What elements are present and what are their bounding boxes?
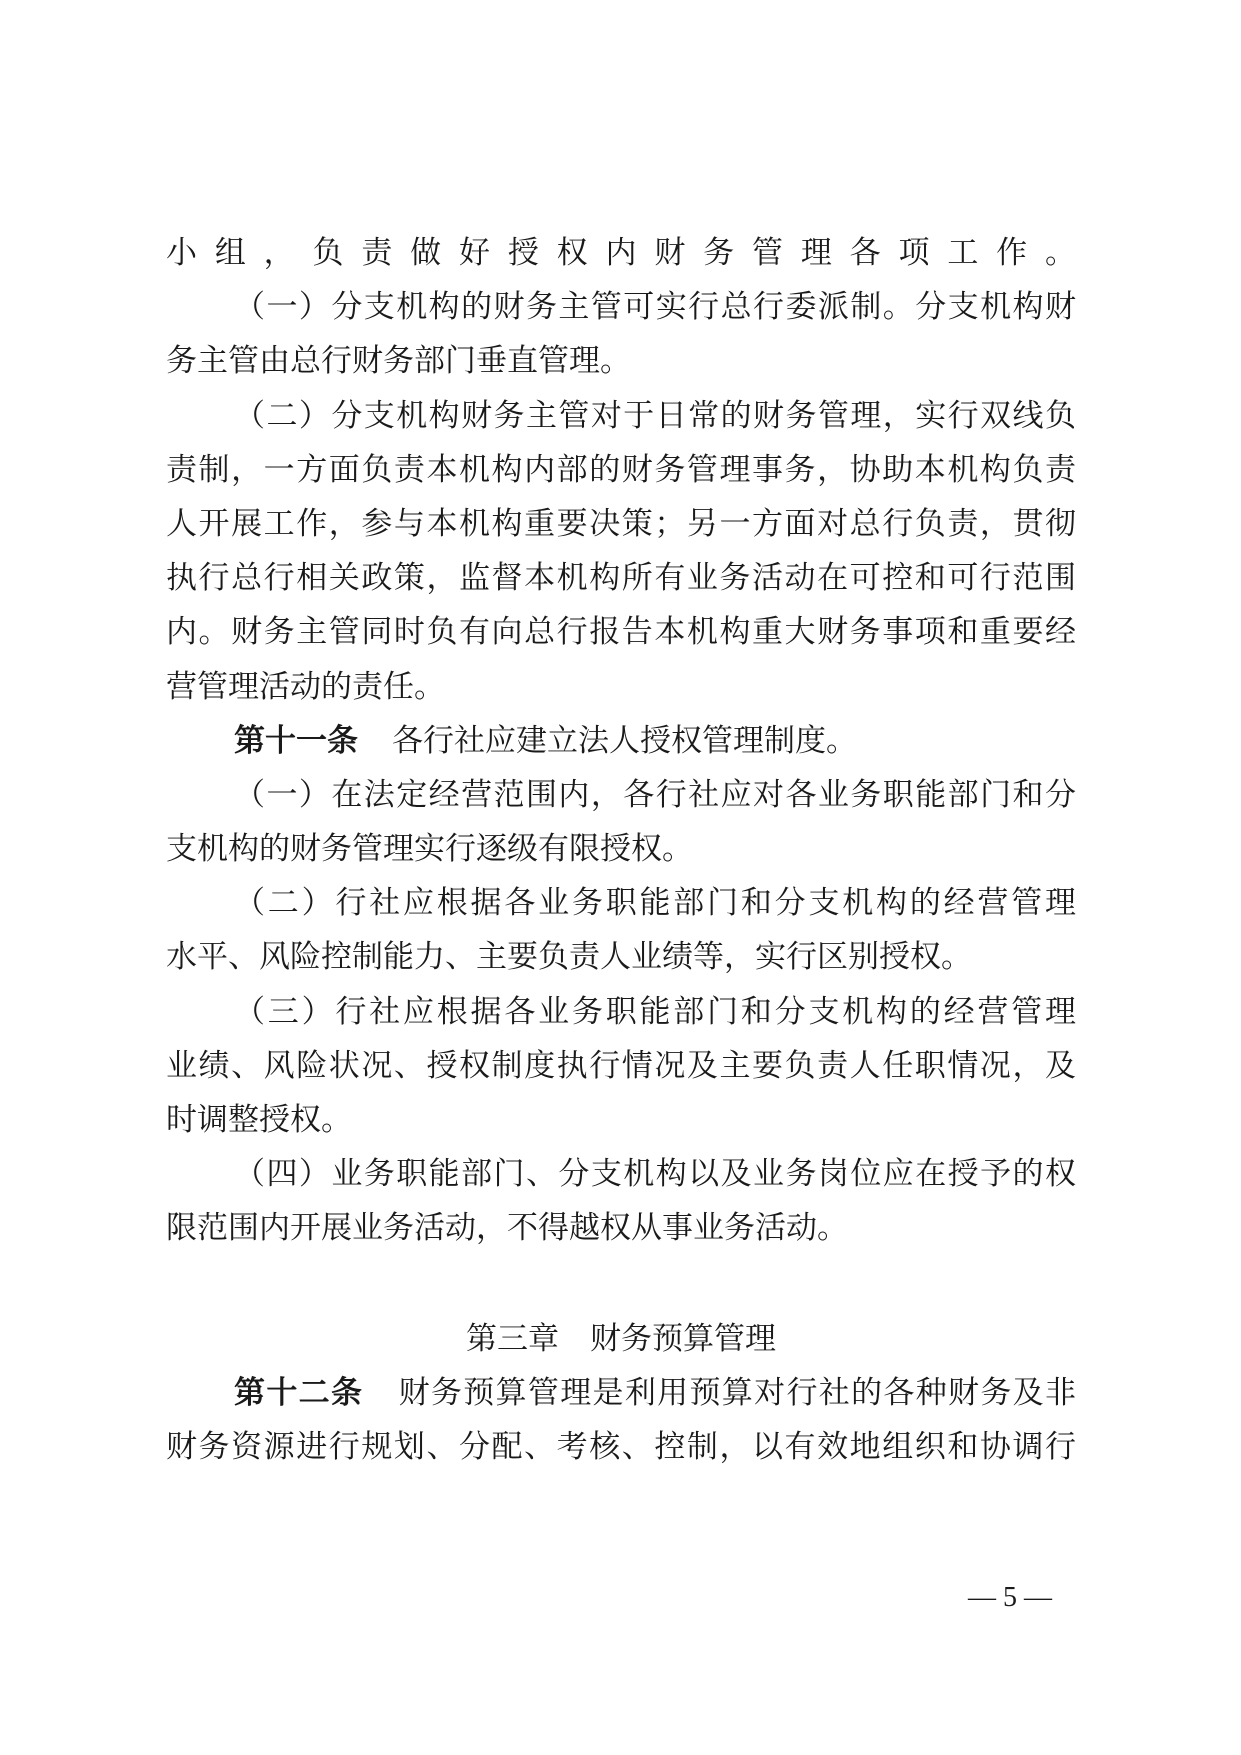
paragraph-line: 执行总行相关政策，监督本机构所有业务活动在可控和可行范围 (166, 560, 1076, 597)
article-12 (166, 1366, 1076, 1420)
article-11 (166, 714, 1076, 768)
paragraph-line: 支机构的财务管理实行逐级有限授权。 (166, 831, 693, 868)
paragraph-line: （三）行社应根据各业务职能部门和分支机构的经营管理 (234, 993, 1076, 1030)
paragraph-line: （四）业务职能部门、分支机构以及业务岗位应在授予的权 (234, 1156, 1076, 1193)
chapter-title: 第三章 财务预算管理 (466, 1320, 776, 1357)
paragraph-line: 务主管由总行财务部门垂直管理。 (166, 343, 631, 380)
paragraph-line: 小组，负责做好授权内财务管理各项工作。 (166, 235, 1076, 271)
article-11-heading: 第十一条 (234, 722, 358, 759)
paragraph-line: 限范围内开展业务活动，不得越权从事业务活动。 (166, 1210, 848, 1247)
paragraph-line: 水平、风险控制能力、主要负责人业绩等，实行区别授权。 (166, 939, 972, 976)
paragraph-line: 时调整授权。 (166, 1102, 352, 1138)
document-body (166, 226, 1076, 1474)
paragraph-line: （二）分支机构财务主管对于日常的财务管理，实行双线负 (234, 397, 1076, 434)
chapter-spacer (166, 1256, 1076, 1312)
paragraph-line: 营管理活动的责任。 (166, 668, 445, 705)
paragraph-line: （二）行社应根据各业务职能部门和分支机构的经营管理 (234, 885, 1076, 922)
article-11-text: 各行社应建立法人授权管理制度。 (392, 722, 857, 759)
page-number: — 5 — (968, 1582, 1052, 1613)
article-12-text: 财务预算管理是利用预算对行社的各种财务及非 (397, 1374, 1076, 1411)
paragraph-line: （一）在法定经营范围内，各行社应对各业务职能部门和分 (234, 776, 1076, 813)
paragraph-line: 人开展工作，参与本机构重要决策；另一方面对总行负责，贯彻 (166, 505, 1076, 542)
paragraph-line: 责制，一方面负责本机构内部的财务管理事务，协助本机构负责 (166, 451, 1076, 488)
paragraph-line: 业绩、风险状况、授权制度执行情况及主要负责人任职情况，及 (166, 1047, 1076, 1084)
paragraph-line: （一）分支机构的财务主管可实行总行委派制。分支机构财 (234, 289, 1076, 326)
article-12-heading: 第十二条 (234, 1374, 364, 1411)
paragraph-line: 内。财务主管同时负有向总行报告本机构重大财务事项和重要经 (166, 614, 1076, 651)
paragraph-line: 财务资源进行规划、分配、考核、控制，以有效地组织和协调行 (166, 1428, 1076, 1465)
